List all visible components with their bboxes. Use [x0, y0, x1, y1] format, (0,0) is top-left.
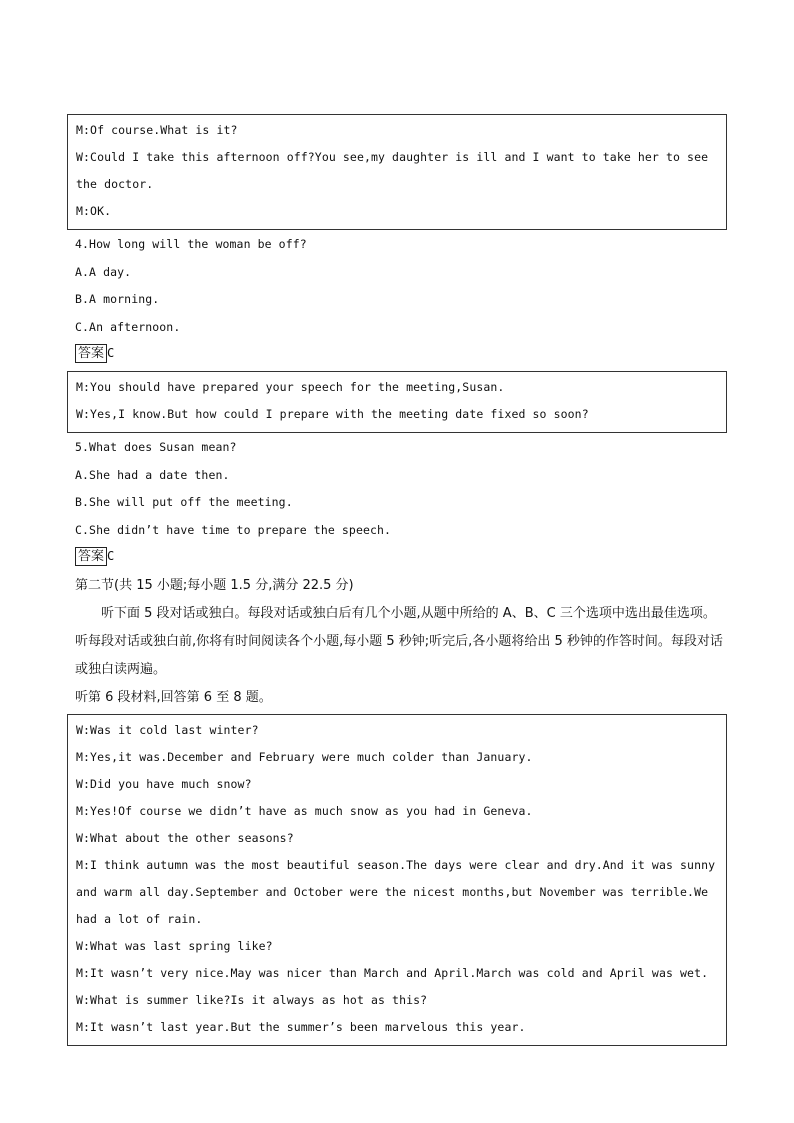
dialog-line: M:Yes!Of course we didn’t have as much snow as you had in Geneva. [76, 804, 533, 818]
dialog-line: W:What was last spring like? [76, 939, 273, 953]
dialog-box-3 [67, 714, 727, 1046]
question-5 [67, 434, 727, 544]
dialog-line: M:Yes,it was.December and February were much colder than January. [76, 750, 533, 764]
dialog-line: M:Of course.What is it? [76, 123, 238, 137]
option-a: A.A day. [75, 264, 132, 279]
option-b: B.She will put off the meeting. [75, 495, 293, 509]
answer-value: C [107, 549, 115, 563]
answer-4 [67, 341, 727, 365]
dialog-box-1 [67, 114, 727, 230]
question-4 [67, 231, 727, 341]
section-heading: 第二节(共 15 小题;每小题 1.5 分,满分 22.5 分) [75, 578, 354, 593]
dialog-line: W:Yes,I know.But how could I prepare with the meeting date fixed so soon? [76, 407, 589, 421]
answer-value: C [107, 346, 115, 360]
dialog-line: M:OK. [76, 204, 112, 218]
option-b: B.A morning. [75, 292, 160, 306]
material-note: 听第 6 段材料,回答第 6 至 8 题。 [75, 690, 272, 705]
document-page [67, 0, 727, 1046]
question-stem: 5.What does Susan mean? [75, 440, 237, 454]
question-stem: 4.How long will the woman be off? [75, 237, 307, 251]
answer-label: 答案 [75, 344, 107, 363]
answer-5 [67, 544, 727, 568]
option-a: A.She had a date then. [75, 467, 230, 482]
dialog-line: W:What about the other seasons? [76, 831, 294, 845]
dialog-line: W:Was it cold last winter? [76, 723, 259, 737]
dialog-line: W:Did you have much snow? [76, 777, 252, 791]
dialog-line: M:It wasn’t last year.But the summer’s been marvelous this year. [76, 1020, 526, 1034]
dialog-line: M:I think autumn was the most beautiful season.The days were clear and dry.And it was sunny and warm all day.September and October were the nicest months,but November was terrible.We had a lot of rain. [76, 858, 716, 926]
option-c: C.An afternoon. [75, 319, 181, 334]
dialog-box-2 [67, 371, 727, 433]
option-c: C.She didn’t have time to prepare the speech. [75, 522, 392, 537]
dialog-line: W:What is summer like?Is it always as hot as this? [76, 993, 428, 1007]
dialog-line: M:It wasn’t very nice.May was nicer than March and April.March was cold and April was wet. [76, 966, 709, 980]
dialog-line: M:You should have prepared your speech for the meeting,Susan. [76, 380, 505, 394]
answer-label: 答案 [75, 547, 107, 566]
section-instructions: 听下面 5 段对话或独白。每段对话或独白后有几个小题,从题中所给的 A、B、C 三个选项中选出最佳选项。听每段对话或独白前,你将有时间阅读各个小题,每小题 5 秒钟;听完后,各小题将给出 5 秒钟的作答时间。每段对话或独白读两遍。 [75, 606, 723, 677]
dialog-line: W:Could I take this afternoon off?You see,my daughter is ill and I want to take her to see the doctor. [76, 150, 709, 191]
